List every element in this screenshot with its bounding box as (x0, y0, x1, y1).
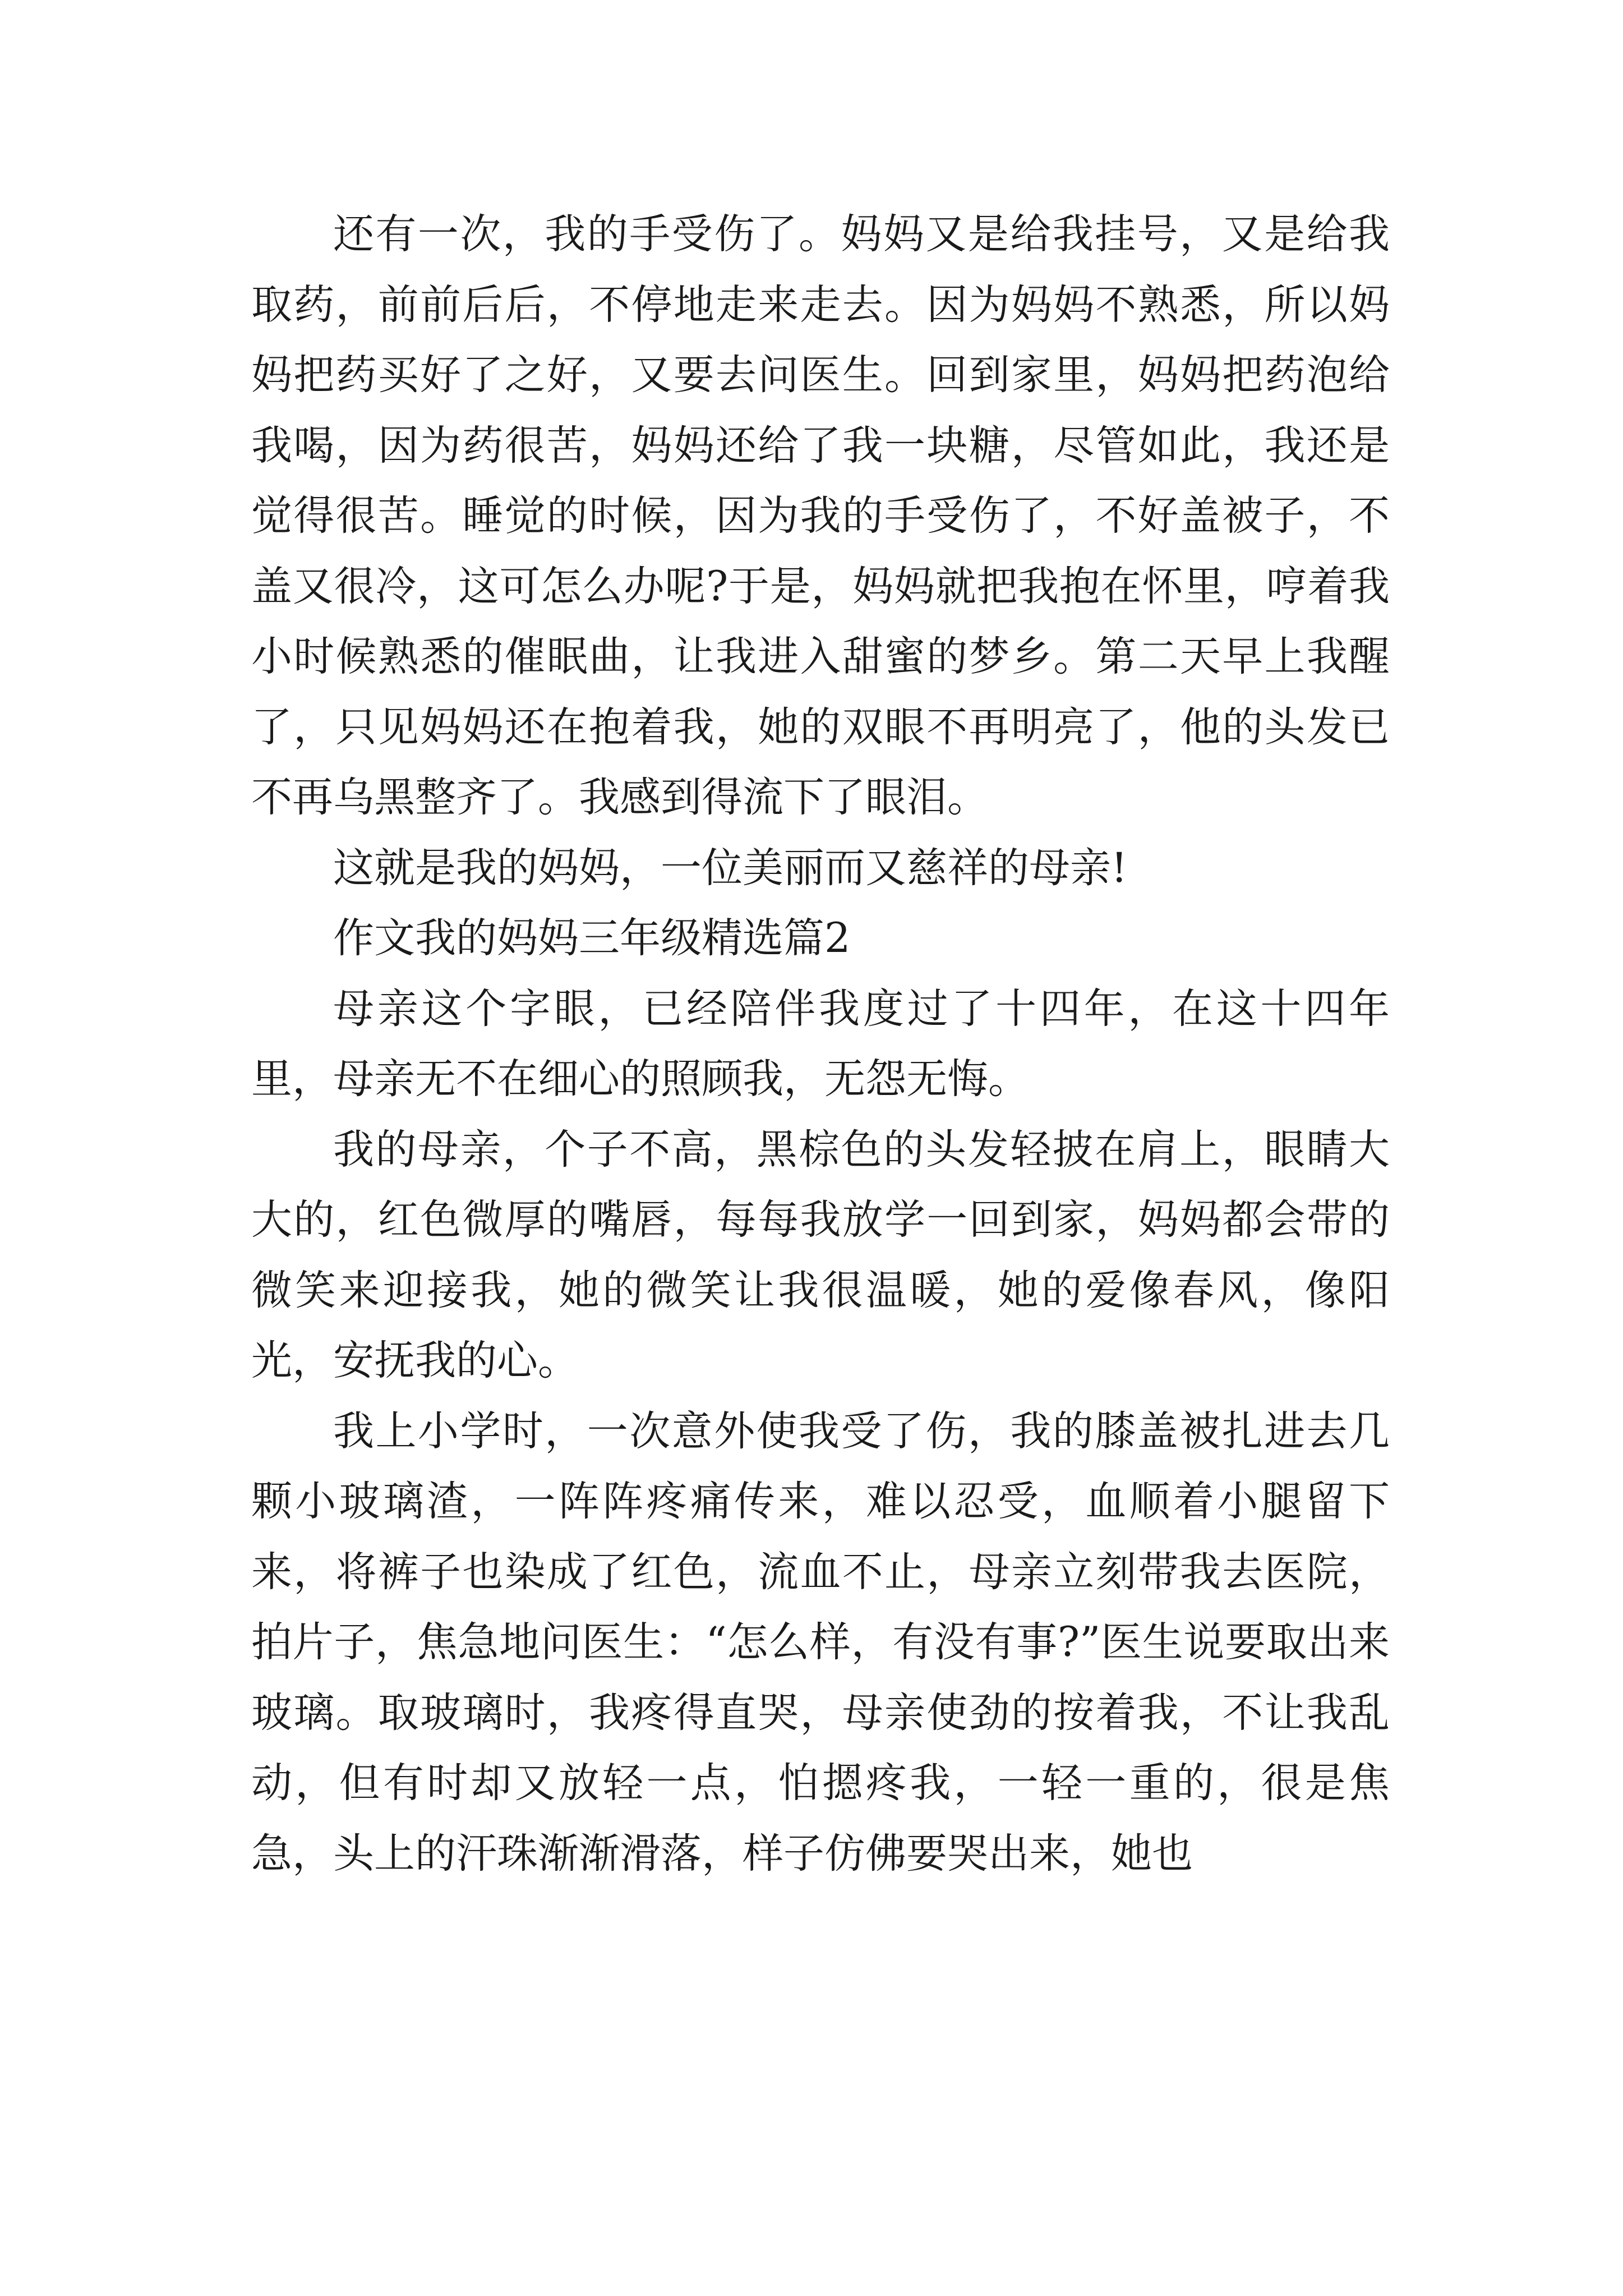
paragraph-knee-injury: 我上小学时，一次意外使我受了伤，我的膝盖被扎进去几颗小玻璃渣，一阵阵疼痛传来，难以忍受，血顺着小腿留下来，将裤子也染成了红色，流血不止，母亲立刻带我去医院，拍片子，焦急地问医生：“怎么样，有没有事?”医生说要取出来玻璃。取玻璃时，我疼得直哭，母亲使劲的按着我，不让我乱动，但有时却又放轻一点，怕摁疼我，一轻一重的，很是焦急，头上的汗珠渐渐滑落，样子仿佛要哭出来，她也 (251, 1407, 1390, 1878)
document-body (251, 199, 1390, 1889)
paragraph-mother-appearance: 我的母亲，个子不高，黑棕色的头发轻披在肩上，眼睛大大的，红色微厚的嘴唇，每每我放学一回到家，妈妈都会带的微笑来迎接我，她的微笑让我很温暖，她的爱像春风，像阳光，安抚我的心。 (251, 1125, 1390, 1384)
paragraph-hand-injury: 还有一次，我的手受伤了。妈妈又是给我挂号，又是给我取药，前前后后，不停地走来走去。因为妈妈不熟悉，所以妈妈把药买好了之好，又要去问医生。回到家里，妈妈把药泡给我喝，因为药很苦，妈妈还给了我一块糖，尽管如此，我还是觉得很苦。睡觉的时候，因为我的手受伤了，不好盖被子，不盖又很冷，这可怎么办呢?于是，妈妈就把我抱在怀里，哼着我小时候熟悉的催眠曲，让我进入甜蜜的梦乡。第二天早上我醒了，只见妈妈还在抱着我，她的双眼不再明亮了，他的头发已不再乌黑整齐了。我感到得流下了眼泪。 (251, 210, 1390, 821)
paragraph-summary: 这就是我的妈妈，一位美丽而又慈祥的母亲! (333, 844, 1128, 892)
section-heading: 作文我的妈妈三年级精选篇2 (333, 914, 851, 962)
paragraph-mother-word: 母亲这个字眼，已经陪伴我度过了十四年，在这十四年里，母亲无不在细心的照顾我，无怨无悔。 (251, 984, 1390, 1103)
